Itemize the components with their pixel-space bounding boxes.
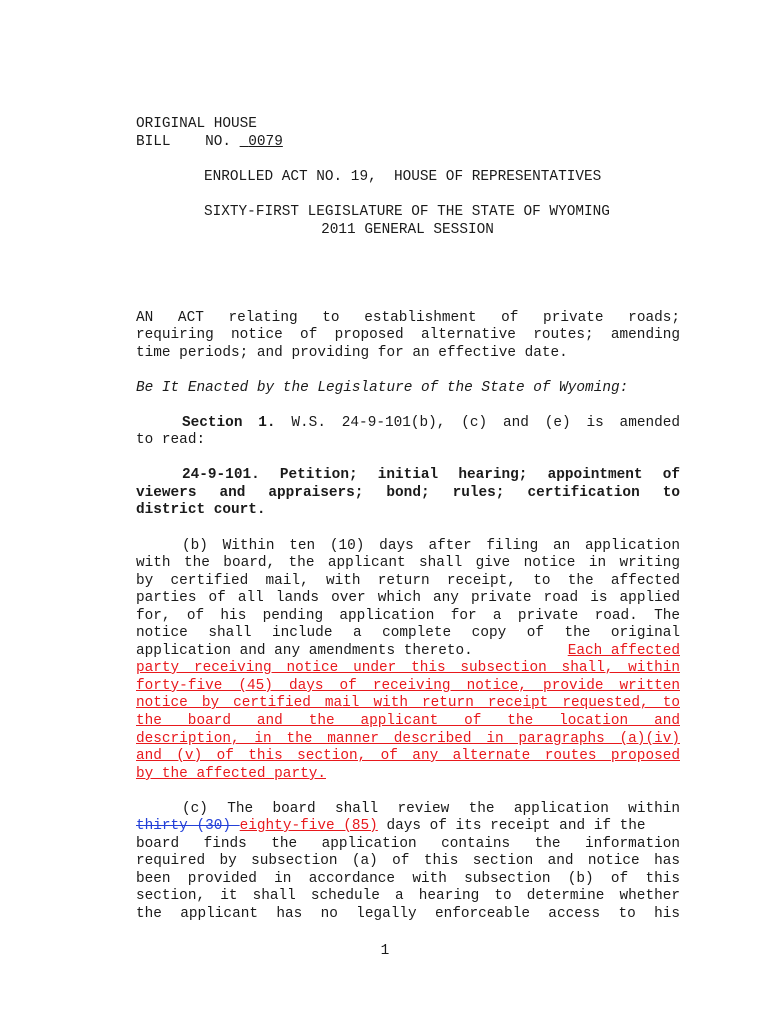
- para-b-line: by certified mail, with return receipt, to the affected: [136, 573, 680, 589]
- page-number: 1: [380, 943, 390, 959]
- inserted-text: eighty-five (85): [239, 818, 378, 834]
- inserted-text-line-last: by the affected party.: [136, 766, 326, 782]
- statute-heading-line-3: district court.: [136, 502, 266, 518]
- section-1-line-1: Section 1. W.S. 24-9-101(b), (c) and (e) is amended: [182, 415, 681, 431]
- enrolled-act-line: ENROLLED ACT NO. 19, HOUSE OF REPRESENTATIVES: [204, 169, 602, 185]
- deleted-text: thirty (30): [136, 818, 240, 834]
- inserted-text-line: the board and the applicant of the location and: [136, 713, 680, 729]
- para-c-line: the applicant has no legally enforceable access to his: [136, 906, 680, 922]
- bill-label: BILL NO.: [136, 134, 231, 150]
- statute-heading-line-1: 24-9-101. Petition; initial hearing; appointment of: [182, 467, 680, 483]
- para-b-line: (b) Within ten (10) days after filing an application: [182, 538, 680, 554]
- inserted-text-line: and (v) of this section, of any alternate routes proposed: [136, 748, 680, 764]
- para-c-line: board finds the application contains the information: [136, 836, 680, 852]
- para-c-line: required by subsection (a) of this section and notice has: [136, 853, 680, 869]
- inserted-text-line: party receiving notice under this subsection shall, within: [136, 660, 680, 676]
- para-b-line-mixed: application and any amendments thereto. Each affected: [136, 643, 680, 659]
- legislature-line: SIXTY-FIRST LEGISLATURE OF THE STATE OF WYOMING: [204, 204, 610, 220]
- act-title-line-3: time periods; and providing for an effective date.: [136, 345, 568, 361]
- section-1-line-2: to read:: [136, 432, 206, 448]
- inserted-text-line: notice by certified mail with return receipt requested, to: [136, 695, 680, 711]
- bill-number-line: [136, 134, 680, 152]
- inserted-text: Each affected: [567, 643, 680, 659]
- statute-heading-line-2: viewers and appraisers; bond; rules; certification to: [136, 485, 680, 501]
- session-line: 2011 GENERAL SESSION: [321, 222, 494, 238]
- para-c-line: section, it shall schedule a hearing to determine whether: [136, 888, 680, 904]
- para-c-line-mixed: thirty (30) eighty-five (85) days of its receipt and if the: [136, 818, 646, 834]
- para-b-line: notice shall include a complete copy of the original: [136, 625, 680, 641]
- para-c-line: been provided in accordance with subsection (b) of this: [136, 871, 680, 887]
- para-c-line: (c) The board shall review the application within: [182, 801, 680, 817]
- act-title-line-2: requiring notice of proposed alternative routes; amending: [136, 327, 680, 343]
- original-house-label: ORIGINAL HOUSE: [136, 116, 257, 132]
- section-1-heading: Section 1.: [182, 415, 276, 431]
- para-b-line: for, of his pending application for a private road. The: [136, 608, 680, 624]
- enacting-clause: Be It Enacted by the Legislature of the State of Wyoming:: [136, 380, 629, 396]
- bill-number: 0079: [248, 134, 283, 150]
- inserted-text-line: forty-five (45) days of receiving notice, provide written: [136, 678, 680, 694]
- inserted-text-line: description, in the manner described in paragraphs (a)(iv): [136, 731, 680, 747]
- para-b-line: parties of all lands over which any private road is applied: [136, 590, 680, 606]
- act-title-line-1: AN ACT relating to establishment of private roads;: [136, 310, 680, 326]
- para-b-line: with the board, the applicant shall give notice in writing: [136, 555, 680, 571]
